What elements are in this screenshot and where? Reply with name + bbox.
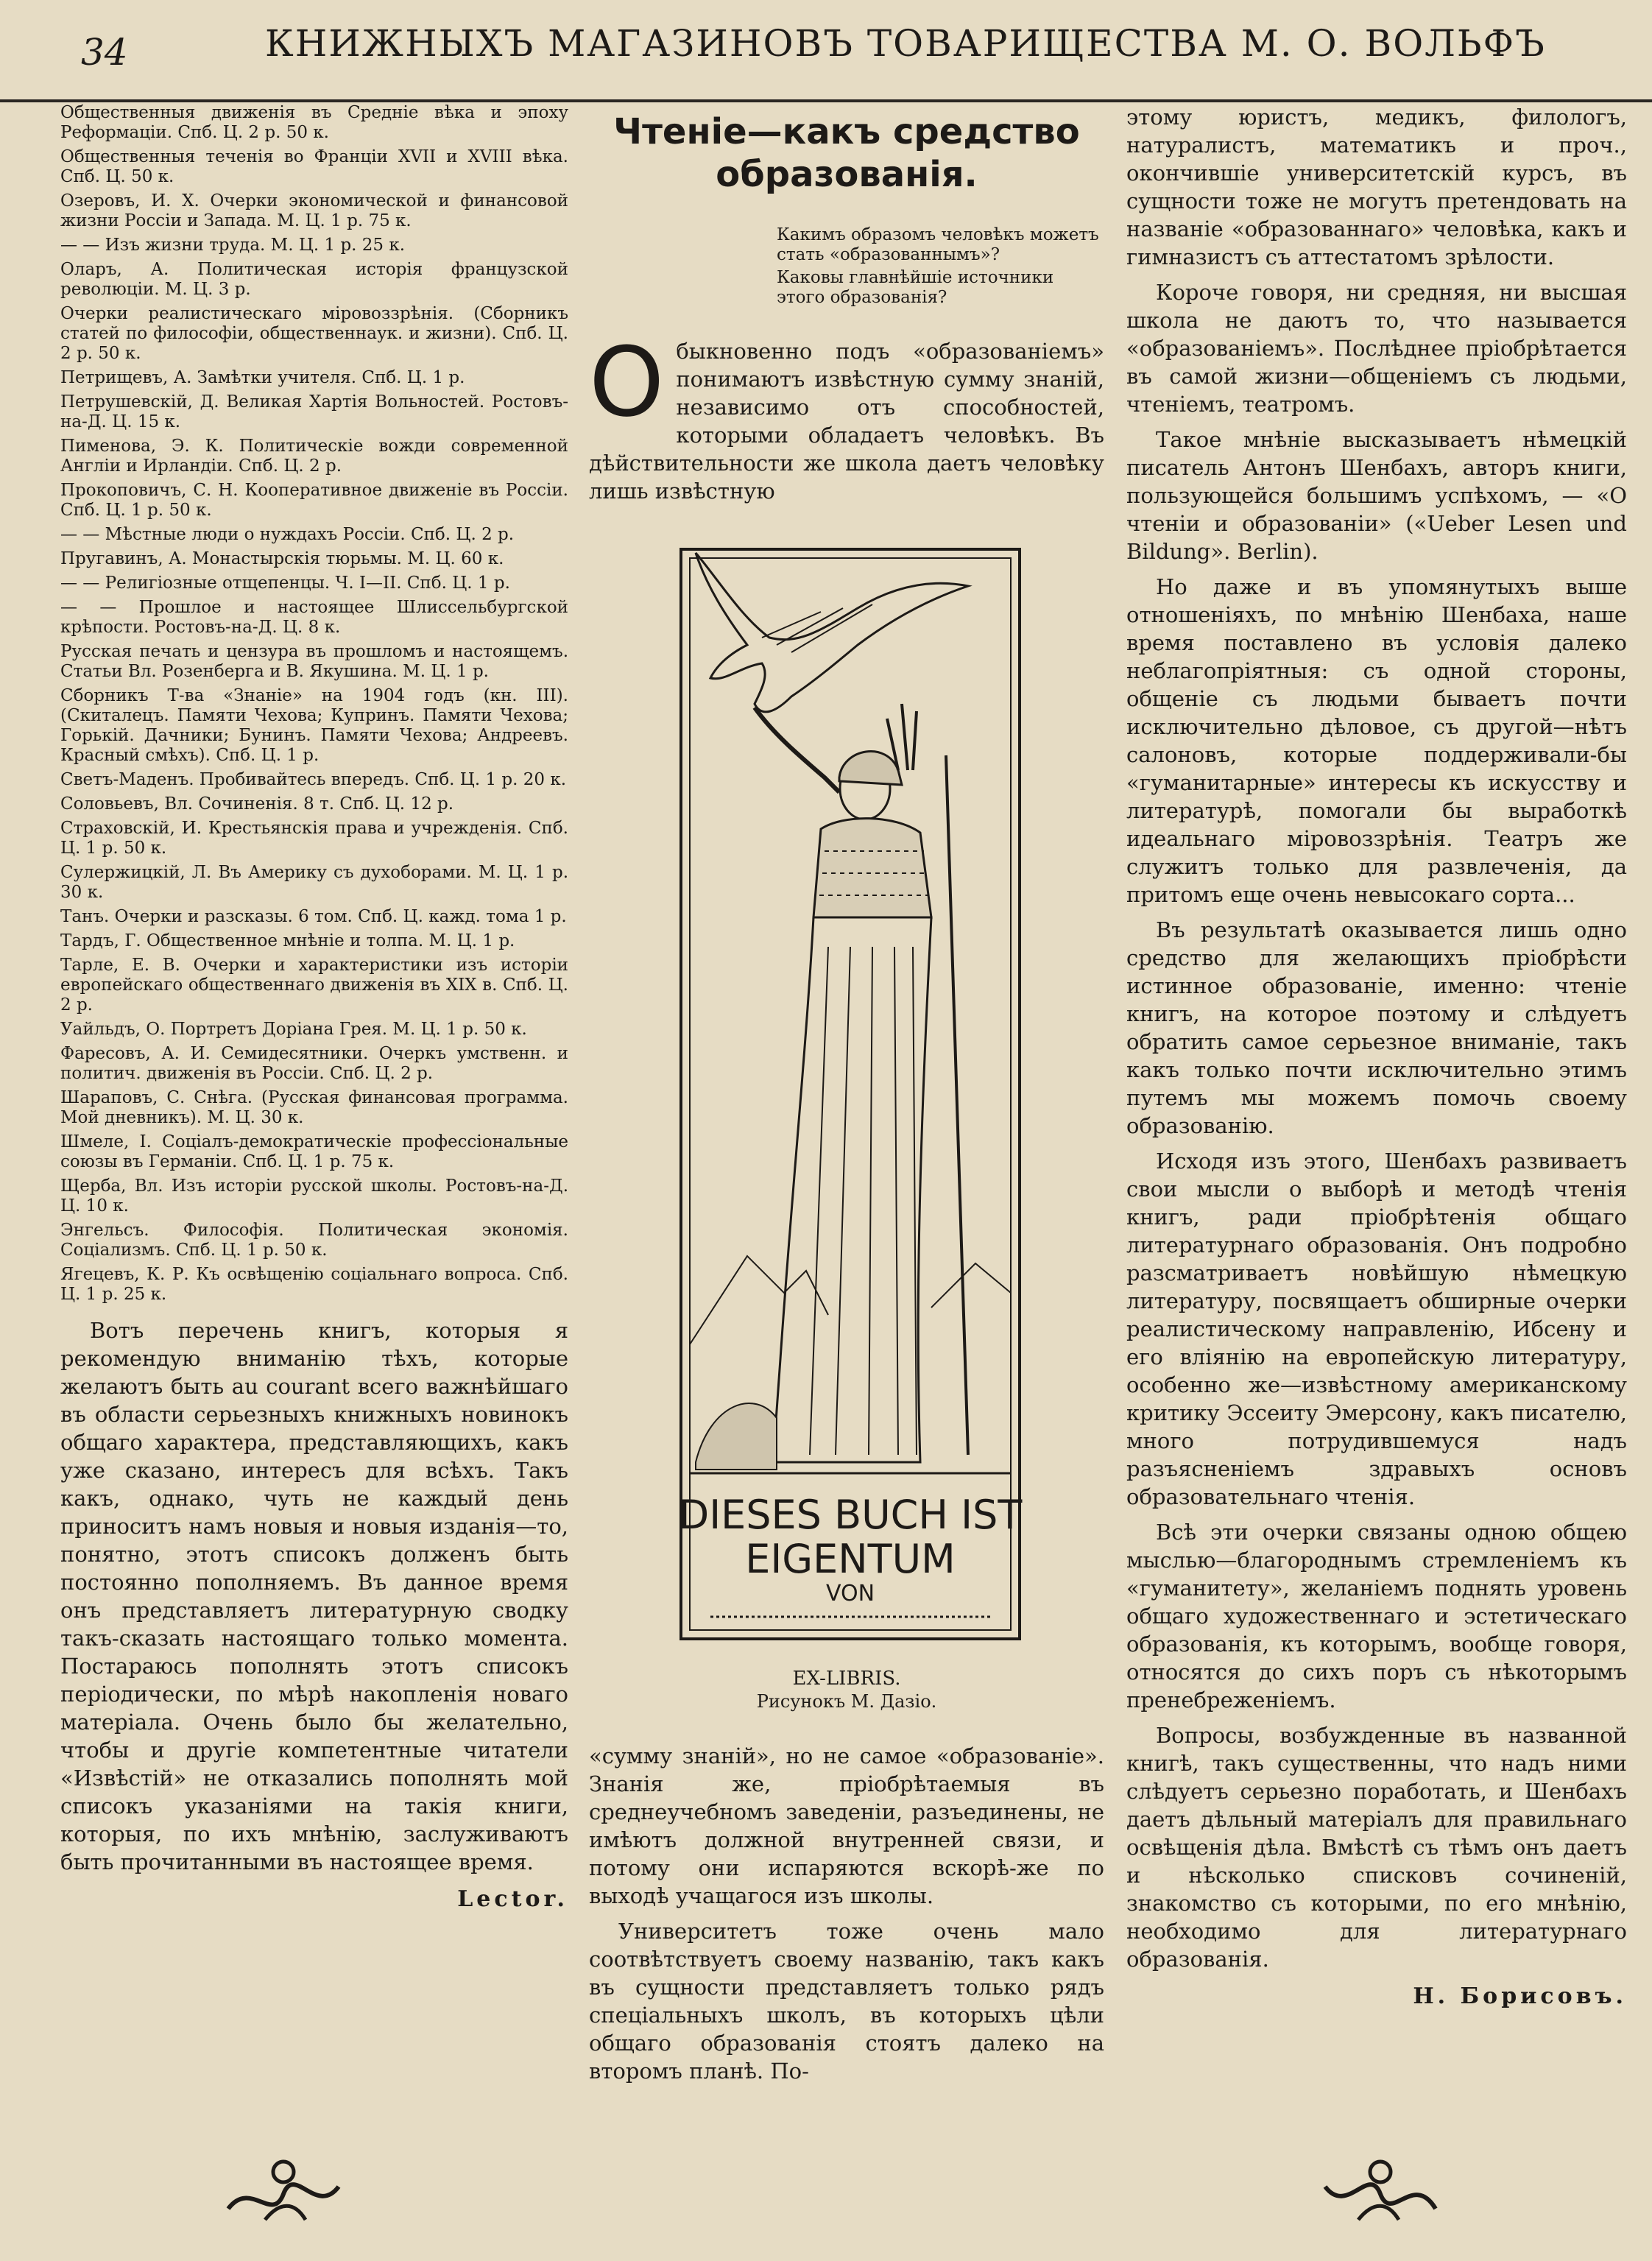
ex-libris-illustration [652, 535, 1042, 1654]
bibliography-entry: Общественныя теченія во Франціи XVII и XVIII вѣка. Спб. Ц. 50 к. [60, 147, 568, 186]
bibliography-entry: Страховскій, И. Крестьянскія права и учрежденія. Спб. Ц. 1 р. 50 к. [60, 819, 568, 858]
bibliography-entry: Озеровъ, И. Х. Очерки экономической и финансовой жизни Россіи и Запада. М. Ц. 1 р. 75 к. [60, 191, 568, 230]
bibliography-entry: Общественныя движенія въ Средніе вѣка и эпоху Реформаціи. Спб. Ц. 2 р. 50 к. [60, 103, 568, 142]
bibliography-entry: Шмеле, I. Соціалъ-демократическіе профессіональные союзы въ Германіи. Спб. Ц. 1 р. 75 к. [60, 1132, 568, 1171]
drop-cap: О [589, 326, 665, 438]
epigraph-line: Какимъ образомъ человѣкъ можетъ стать «образованнымъ»? [777, 225, 1099, 264]
bibliography-entry: Ягецевъ, К. Р. Къ освѣщенію соціальнаго вопроса. Спб. Ц. 1 р. 25 к. [60, 1265, 568, 1304]
article-paragraph: Въ результатѣ оказывается лишь одно средство для желающихъ пріобрѣсти истинное образованіе, именно: чтеніе книгъ, на которое поэтому и слѣдуетъ обратить самое серьезное вниманіе, такъ какъ только почти исключительно этимъ путемъ мы можемъ помочь своему образованію. [1126, 917, 1627, 1138]
signature-borisov: Н. Борисовъ. [1413, 1983, 1627, 2009]
article-paragraph: Короче говоря, ни средняя, ни высшая школа не даютъ то, что называется «образованіемъ». Послѣднее пріобрѣтается въ самой жизни—общеніемъ съ людьми, чтеніемъ, театромъ. [1126, 280, 1627, 417]
article-continuation [589, 1742, 1104, 2085]
floral-ornament-icon [221, 2150, 346, 2231]
closing-paragraph: Вотъ перечень книгъ, которыя я рекомендую вниманію тѣхъ, которые желаютъ быть au courant всего важнѣйшаго въ области серьезныхъ книжныхъ новинокъ общаго характера, представляющихъ, какъ уже сказано, интересъ для всѣхъ. Такъ какъ, однако, чуть не каждый день приноситъ намъ новыя и новыя изданія—то, понятно, этотъ списокъ долженъ быть постоянно пополняемъ. Въ данное время онъ представляетъ литературную сводку такъ-сказать настоящаго только момента. Постараюсь пополнять этотъ списокъ періодически, по мѣрѣ накопленія новаго матеріала. Очень было бы желательно, чтобы и другіе компетентные читатели «Извѣстій» не отказались пополнять мой списокъ указаніями на такія книги, которыя, по ихъ мнѣнію, заслуживаютъ быть прочитанными въ настоящее время. [60, 1318, 568, 1874]
lead-text: быкновенно подъ «образованіемъ» понимаютъ извѣстную сумму знаній, независимо отъ способностей, которыми обладаетъ человѣкъ. Въ дѣйствительности же школа даетъ человѣку лишь извѣстную [589, 339, 1104, 504]
bibliography-entry: Соловьевъ, Вл. Сочиненія. 8 т. Спб. Ц. 12 р. [60, 794, 454, 814]
bibliography-entry: Оларъ, А. Политическая исторія французской революціи. М. Ц. 3 р. [60, 260, 568, 299]
bibliography-entry: Фаресовъ, А. И. Семидесятники. Очеркъ умственн. и политич. движенія въ Россіи. Спб. Ц. 2 р. [60, 1044, 568, 1083]
epigraph [777, 225, 1104, 308]
bibliography-entry: — — Прошлое и настоящее Шлиссельбургской крѣпости. Ростовъ-на-Д. Ц. 8 к. [60, 598, 568, 637]
article-paragraph: этому юристъ, медикъ, филологъ, натуралистъ, математикъ и проч., окончившіе университетскій курсъ, въ сущности тоже не могутъ претендовать на названіе «образованнаго» человѣка, какъ и гимназистъ съ аттестатомъ зрѣлости. [1126, 105, 1627, 269]
bibliography-entry: Уайльдъ, О. Портретъ Доріана Грея. М. Ц. 1 р. 50 к. [60, 1020, 527, 1039]
bibliography-entry: Шараповъ, С. Снѣга. (Русская финансовая программа. Мой дневникъ). М. Ц. 30 к. [60, 1088, 568, 1127]
bibliography-entry: Щерба, Вл. Изъ исторіи русской школы. Ростовъ-на-Д. Ц. 10 к. [60, 1177, 568, 1216]
bookplate-line1: DIESES BUCH IST [678, 1492, 1023, 1538]
illustration-credit: Рисунокъ М. Дазіо. [756, 1691, 937, 1712]
page-number: 34 [81, 31, 128, 74]
left-column [60, 103, 568, 2253]
ex-libris-drawing [652, 535, 1042, 1654]
bibliography-entry: Пименова, Э. К. Политическіе вожди современной Англіи и Ирландіи. Спб. Ц. 2 р. [60, 437, 568, 476]
illustration-caption: EX-LIBRIS. [792, 1668, 901, 1690]
article-paragraph: Такое мнѣніе высказываетъ нѣмецкій писатель Антонъ Шенбахъ, авторъ книги, пользующейся большимъ успѣхомъ, — «О чтеніи и образованіи» («Ueber Lesen und Bildung». Berlin). [1126, 427, 1627, 564]
article-paragraph: Исходя изъ этого, Шенбахъ развиваетъ свои мысли о выборѣ и методѣ чтенія книгъ, ради пріобрѣтенія общаго литературнаго образованія. Онъ подробно разсматриваетъ новѣйшую нѣмецкую литературу, посвящаетъ обширные очерки реалистическому направленію, Ибсену и его вліянію на европейскую литературу, особенно же—извѣстному американскому критику Эссеиту Эмерсону, какъ писателю, много потрудившемуся надъ разъясненіемъ здравыхъ основъ образовательнаго чтенія. [1126, 1149, 1627, 1509]
bibliography-entry: — — Религіозные отщепенцы. Ч. I—II. Спб. Ц. 1 р. [60, 574, 510, 593]
article-paragraph: Всѣ эти очерки связаны одною общею мыслью—благороднымъ стремленіемъ къ «гуманитету», желаніемъ поднять уровень общаго художественнаго и эстетическаго образованія, къ которымъ, вообще говоря, относятся до сихъ поръ съ нѣкоторымъ пренебреженіемъ. [1126, 1520, 1627, 1712]
bibliography-entry: Сулержицкій, Л. Въ Америку съ духоборами. М. Ц. 1 р. 30 к. [60, 863, 568, 902]
article-paragraph: «сумму знаній», но не самое «образованіе». Знанія же, пріобрѣтаемыя въ среднеучебномъ заведеніи, разъединены, не имѣютъ должной внутренней связи, и потому они испаряются вскорѣ-же по выходѣ учащагося изъ школы. [589, 1743, 1104, 1908]
bibliography-entry: Тардъ, Г. Общественное мнѣніе и толпа. М. Ц. 1 р. [60, 931, 515, 950]
bibliography-entry: — — Изъ жизни труда. М. Ц. 1 р. 25 к. [60, 236, 406, 255]
bookplate-line3: VON [825, 1581, 875, 1606]
article-paragraph: Университетъ тоже очень мало соотвѣтствуетъ своему названію, такъ какъ въ сущности представляетъ только рядъ спеціальныхъ школъ, въ которыхъ цѣли общаго образованія стоятъ далеко на второмъ планѣ. По- [589, 1919, 1104, 2084]
right-column [1126, 103, 1627, 2253]
article-paragraph: Но даже и въ упомянутыхъ выше отношеніяхъ, по мнѣнію Шенбаха, наше время поставлено въ условія далеко неблагопріятныя: съ одной стороны, общеніе съ людьми бываетъ почти исключительно дѣловое, съ другой—нѣтъ салоновъ, которые поддерживали-бы «гуманитарные» интересы къ искусству и литературѣ, помогали бы выработкѣ идеальнаго міровоззрѣнія. Театръ же служитъ только для развлеченія, да притомъ еще очень невысокаго сорта... [1126, 574, 1627, 907]
signature-lector: Lector. [457, 1886, 568, 1912]
bibliography-list [60, 103, 568, 1305]
epigraph-line: Каковы главнѣйшіе источники этого образованія? [777, 268, 1054, 307]
bibliography-entry: Русская печать и цензура въ прошломъ и настоящемъ. Статьи Вл. Розенберга и В. Якушина. М. Ц. 1 р. [60, 642, 568, 681]
bibliography-entry: Петрищевъ, А. Замѣтки учителя. Спб. Ц. 1 р. [60, 368, 465, 387]
bibliography-entry: Петрушевскій, Д. Великая Хартія Вольностей. Ростовъ-на-Д. Ц. 15 к. [60, 392, 568, 431]
bibliography-entry: Танъ. Очерки и разсказы. 6 том. Спб. Ц. кажд. тома 1 р. [60, 907, 567, 926]
closing-note [60, 1316, 568, 1912]
bibliography-entry: Сборникъ Т-ва «Знаніе» на 1904 годъ (кн. III). (Скиталецъ. Памяти Чехова; Купринъ. Памяти Чехова; Горькій. Дачники; Бунинъ. Памяти Чехова; Андреевъ. Красный смѣхъ). Спб. Ц. 1 р. [60, 686, 568, 765]
bibliography-entry: Тарле, Е. В. Очерки и характеристики изъ исторіи европейскаго общественнаго движенія въ XIX в. Спб. Ц. 2 р. [60, 956, 568, 1015]
article-title: Чтеніе—какъ средство образованія. [613, 111, 1080, 195]
middle-column [589, 103, 1104, 2253]
bibliography-entry: Прокоповичъ, С. Н. Кооперативное движеніе въ Россіи. Спб. Ц. 1 р. 50 к. [60, 481, 568, 520]
running-title: КНИЖНЫХЪ МАГАЗИНОВЪ ТОВАРИЩЕСТВА М. О. ВОЛЬФЪ [265, 22, 1546, 65]
bibliography-entry: Пругавинъ, А. Монастырскія тюрьмы. М. Ц. 60 к. [60, 549, 504, 568]
bibliography-entry: Энгельсъ. Философія. Политическая экономія. Соціализмъ. Спб. Ц. 1 р. 50 к. [60, 1221, 568, 1260]
page-header [0, 0, 1652, 102]
bookplate-line2: EIGENTUM [745, 1536, 956, 1582]
bibliography-entry: — — Мѣстные люди о нуждахъ Россіи. Спб. Ц. 2 р. [60, 525, 515, 544]
lead-paragraph [589, 326, 1104, 505]
floral-ornament-icon [1318, 2150, 1443, 2231]
bibliography-entry: Светъ-Маденъ. Пробивайтесь впередъ. Спб. Ц. 1 р. 20 к. [60, 770, 567, 789]
article-body [1126, 103, 1627, 2009]
article-paragraph: Вопросы, возбужденные въ названной книгѣ, такъ существенны, что надъ ними слѣдуетъ серьезно поработать, и Шенбахъ даетъ дѣльный матеріалъ для правильнаго освѣщенія дѣла. Вмѣстѣ съ тѣмъ онъ даетъ и нѣсколько списковъ сочиненій, знакомство съ которыми, по его мнѣнію, необходимо для литературнаго образованія. [1126, 1723, 1627, 1972]
bibliography-entry: Очерки реалистическаго міровоззрѣнія. (Сборникъ статей по философіи, общественнаук. и жизни). Спб. Ц. 2 р. 50 к. [60, 304, 568, 363]
